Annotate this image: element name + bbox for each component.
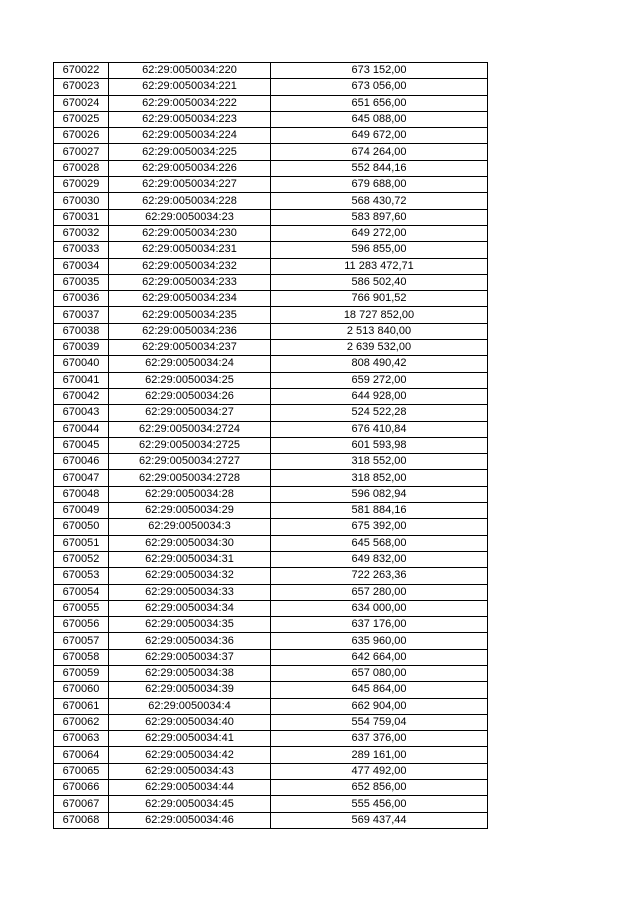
cadastral-value-cell: 583 897,60 xyxy=(271,209,488,225)
cadastral-value-cell: 679 688,00 xyxy=(271,177,488,193)
cadastral-value-cell: 477 492,00 xyxy=(271,763,488,779)
row-number-cell: 670033 xyxy=(54,242,109,258)
cadastral-number-cell: 62:29:0050034:234 xyxy=(109,291,271,307)
cadastral-value-cell: 642 664,00 xyxy=(271,649,488,665)
cadastral-number-cell: 62:29:0050034:42 xyxy=(109,747,271,763)
cadastral-number-cell: 62:29:0050034:226 xyxy=(109,160,271,176)
row-number-cell: 670044 xyxy=(54,421,109,437)
cadastral-number-cell: 62:29:0050034:236 xyxy=(109,323,271,339)
table-row xyxy=(54,225,488,241)
cadastral-value-cell: 644 928,00 xyxy=(271,388,488,404)
cadastral-value-cell: 637 376,00 xyxy=(271,731,488,747)
cadastral-number-cell: 62:29:0050034:222 xyxy=(109,95,271,111)
cadastral-value-cell: 645 864,00 xyxy=(271,682,488,698)
table-row xyxy=(54,454,488,470)
cadastral-value-cell: 289 161,00 xyxy=(271,747,488,763)
table-row xyxy=(54,307,488,323)
cadastral-number-cell: 62:29:0050034:2728 xyxy=(109,470,271,486)
row-number-cell: 670068 xyxy=(54,812,109,828)
cadastral-number-cell: 62:29:0050034:23 xyxy=(109,209,271,225)
table-row xyxy=(54,633,488,649)
row-number-cell: 670065 xyxy=(54,763,109,779)
cadastral-number-cell: 62:29:0050034:221 xyxy=(109,79,271,95)
table-row xyxy=(54,160,488,176)
cadastral-value-cell: 722 263,36 xyxy=(271,568,488,584)
row-number-cell: 670032 xyxy=(54,225,109,241)
table-row xyxy=(54,274,488,290)
cadastral-number-cell: 62:29:0050034:231 xyxy=(109,242,271,258)
row-number-cell: 670024 xyxy=(54,95,109,111)
table-row xyxy=(54,682,488,698)
cadastral-value-cell: 676 410,84 xyxy=(271,421,488,437)
table-row xyxy=(54,535,488,551)
table-row xyxy=(54,111,488,127)
cadastral-number-cell: 62:29:0050034:40 xyxy=(109,714,271,730)
cadastral-number-cell: 62:29:0050034:232 xyxy=(109,258,271,274)
row-number-cell: 670053 xyxy=(54,568,109,584)
row-number-cell: 670034 xyxy=(54,258,109,274)
row-number-cell: 670064 xyxy=(54,747,109,763)
table-row xyxy=(54,763,488,779)
cadastral-number-cell: 62:29:0050034:2725 xyxy=(109,437,271,453)
table-row xyxy=(54,780,488,796)
row-number-cell: 670049 xyxy=(54,503,109,519)
cadastral-value-cell: 766 901,52 xyxy=(271,291,488,307)
cadastral-value-cell: 652 856,00 xyxy=(271,780,488,796)
cadastral-number-cell: 62:29:0050034:220 xyxy=(109,63,271,79)
cadastral-number-cell: 62:29:0050034:32 xyxy=(109,568,271,584)
row-number-cell: 670057 xyxy=(54,633,109,649)
cadastral-number-cell: 62:29:0050034:227 xyxy=(109,177,271,193)
cadastral-value-cell: 318 852,00 xyxy=(271,470,488,486)
cadastral-value-cell: 18 727 852,00 xyxy=(271,307,488,323)
table-row xyxy=(54,405,488,421)
row-number-cell: 670023 xyxy=(54,79,109,95)
cadastral-value-cell: 645 088,00 xyxy=(271,111,488,127)
cadastral-value-cell: 524 522,28 xyxy=(271,405,488,421)
row-number-cell: 670040 xyxy=(54,356,109,372)
table-row xyxy=(54,600,488,616)
row-number-cell: 670030 xyxy=(54,193,109,209)
table-row xyxy=(54,421,488,437)
cadastral-value-table xyxy=(53,62,488,829)
table-row xyxy=(54,747,488,763)
cadastral-value-cell: 808 490,42 xyxy=(271,356,488,372)
table-row xyxy=(54,519,488,535)
cadastral-number-cell: 62:29:0050034:33 xyxy=(109,584,271,600)
cadastral-value-cell: 568 430,72 xyxy=(271,193,488,209)
table-row xyxy=(54,193,488,209)
cadastral-number-cell: 62:29:0050034:25 xyxy=(109,372,271,388)
cadastral-value-cell: 637 176,00 xyxy=(271,617,488,633)
cadastral-number-cell: 62:29:0050034:26 xyxy=(109,388,271,404)
row-number-cell: 670035 xyxy=(54,274,109,290)
cadastral-number-cell: 62:29:0050034:24 xyxy=(109,356,271,372)
cadastral-number-cell: 62:29:0050034:3 xyxy=(109,519,271,535)
cadastral-value-cell: 673 152,00 xyxy=(271,63,488,79)
cadastral-number-cell: 62:29:0050034:27 xyxy=(109,405,271,421)
table-row xyxy=(54,486,488,502)
row-number-cell: 670060 xyxy=(54,682,109,698)
row-number-cell: 670063 xyxy=(54,731,109,747)
table-row xyxy=(54,470,488,486)
cadastral-value-cell: 674 264,00 xyxy=(271,144,488,160)
row-number-cell: 670037 xyxy=(54,307,109,323)
cadastral-number-cell: 62:29:0050034:41 xyxy=(109,731,271,747)
table-row xyxy=(54,665,488,681)
row-number-cell: 670028 xyxy=(54,160,109,176)
cadastral-value-cell: 581 884,16 xyxy=(271,503,488,519)
cadastral-number-cell: 62:29:0050034:28 xyxy=(109,486,271,502)
cadastral-number-cell: 62:29:0050034:43 xyxy=(109,763,271,779)
cadastral-number-cell: 62:29:0050034:45 xyxy=(109,796,271,812)
table-row xyxy=(54,812,488,828)
row-number-cell: 670047 xyxy=(54,470,109,486)
table-row xyxy=(54,731,488,747)
row-number-cell: 670067 xyxy=(54,796,109,812)
row-number-cell: 670052 xyxy=(54,551,109,567)
cadastral-number-cell: 62:29:0050034:39 xyxy=(109,682,271,698)
row-number-cell: 670043 xyxy=(54,405,109,421)
cadastral-number-cell: 62:29:0050034:2724 xyxy=(109,421,271,437)
table-row xyxy=(54,568,488,584)
table-row xyxy=(54,128,488,144)
cadastral-number-cell: 62:29:0050034:38 xyxy=(109,665,271,681)
table-row xyxy=(54,291,488,307)
cadastral-number-cell: 62:29:0050034:2727 xyxy=(109,454,271,470)
cadastral-number-cell: 62:29:0050034:230 xyxy=(109,225,271,241)
cadastral-number-cell: 62:29:0050034:37 xyxy=(109,649,271,665)
row-number-cell: 670039 xyxy=(54,340,109,356)
row-number-cell: 670029 xyxy=(54,177,109,193)
row-number-cell: 670056 xyxy=(54,617,109,633)
cadastral-value-cell: 657 080,00 xyxy=(271,665,488,681)
cadastral-value-cell: 601 593,98 xyxy=(271,437,488,453)
cadastral-value-cell: 555 456,00 xyxy=(271,796,488,812)
cadastral-value-cell: 659 272,00 xyxy=(271,372,488,388)
cadastral-number-cell: 62:29:0050034:228 xyxy=(109,193,271,209)
row-number-cell: 670041 xyxy=(54,372,109,388)
table-row xyxy=(54,388,488,404)
cadastral-value-cell: 649 272,00 xyxy=(271,225,488,241)
table-row xyxy=(54,503,488,519)
cadastral-number-cell: 62:29:0050034:233 xyxy=(109,274,271,290)
table-row xyxy=(54,63,488,79)
cadastral-value-cell: 554 759,04 xyxy=(271,714,488,730)
cadastral-number-cell: 62:29:0050034:224 xyxy=(109,128,271,144)
table-row xyxy=(54,437,488,453)
table-row xyxy=(54,796,488,812)
table-row xyxy=(54,649,488,665)
cadastral-value-cell: 675 392,00 xyxy=(271,519,488,535)
row-number-cell: 670055 xyxy=(54,600,109,616)
row-number-cell: 670062 xyxy=(54,714,109,730)
row-number-cell: 670031 xyxy=(54,209,109,225)
row-number-cell: 670045 xyxy=(54,437,109,453)
table-body xyxy=(54,63,488,829)
cadastral-value-cell: 635 960,00 xyxy=(271,633,488,649)
row-number-cell: 670036 xyxy=(54,291,109,307)
cadastral-value-cell: 2 513 840,00 xyxy=(271,323,488,339)
table-row xyxy=(54,144,488,160)
table-row xyxy=(54,79,488,95)
cadastral-number-cell: 62:29:0050034:4 xyxy=(109,698,271,714)
cadastral-number-cell: 62:29:0050034:36 xyxy=(109,633,271,649)
row-number-cell: 670022 xyxy=(54,63,109,79)
table-row xyxy=(54,95,488,111)
row-number-cell: 670027 xyxy=(54,144,109,160)
table-row xyxy=(54,177,488,193)
cadastral-number-cell: 62:29:0050034:44 xyxy=(109,780,271,796)
table-row xyxy=(54,258,488,274)
row-number-cell: 670046 xyxy=(54,454,109,470)
cadastral-number-cell: 62:29:0050034:35 xyxy=(109,617,271,633)
cadastral-number-cell: 62:29:0050034:225 xyxy=(109,144,271,160)
row-number-cell: 670054 xyxy=(54,584,109,600)
row-number-cell: 670061 xyxy=(54,698,109,714)
row-number-cell: 670038 xyxy=(54,323,109,339)
cadastral-value-cell: 649 832,00 xyxy=(271,551,488,567)
table-row xyxy=(54,551,488,567)
cadastral-value-cell: 651 656,00 xyxy=(271,95,488,111)
cadastral-value-cell: 645 568,00 xyxy=(271,535,488,551)
cadastral-number-cell: 62:29:0050034:223 xyxy=(109,111,271,127)
cadastral-number-cell: 62:29:0050034:31 xyxy=(109,551,271,567)
table-row xyxy=(54,323,488,339)
cadastral-number-cell: 62:29:0050034:237 xyxy=(109,340,271,356)
cadastral-value-cell: 318 552,00 xyxy=(271,454,488,470)
cadastral-value-cell: 586 502,40 xyxy=(271,274,488,290)
row-number-cell: 670051 xyxy=(54,535,109,551)
row-number-cell: 670059 xyxy=(54,665,109,681)
cadastral-number-cell: 62:29:0050034:235 xyxy=(109,307,271,323)
cadastral-number-cell: 62:29:0050034:30 xyxy=(109,535,271,551)
cadastral-value-cell: 596 855,00 xyxy=(271,242,488,258)
cadastral-value-cell: 649 672,00 xyxy=(271,128,488,144)
row-number-cell: 670042 xyxy=(54,388,109,404)
cadastral-value-cell: 662 904,00 xyxy=(271,698,488,714)
cadastral-value-cell: 552 844,16 xyxy=(271,160,488,176)
cadastral-value-cell: 634 000,00 xyxy=(271,600,488,616)
cadastral-number-cell: 62:29:0050034:46 xyxy=(109,812,271,828)
table-row xyxy=(54,698,488,714)
row-number-cell: 670026 xyxy=(54,128,109,144)
cadastral-value-cell: 596 082,94 xyxy=(271,486,488,502)
cadastral-number-cell: 62:29:0050034:34 xyxy=(109,600,271,616)
row-number-cell: 670050 xyxy=(54,519,109,535)
row-number-cell: 670058 xyxy=(54,649,109,665)
table-row xyxy=(54,372,488,388)
cadastral-number-cell: 62:29:0050034:29 xyxy=(109,503,271,519)
table-row xyxy=(54,209,488,225)
table-row xyxy=(54,340,488,356)
cadastral-value-cell: 569 437,44 xyxy=(271,812,488,828)
table-row xyxy=(54,242,488,258)
cadastral-value-cell: 657 280,00 xyxy=(271,584,488,600)
row-number-cell: 670066 xyxy=(54,780,109,796)
cadastral-value-cell: 11 283 472,71 xyxy=(271,258,488,274)
table-row xyxy=(54,714,488,730)
row-number-cell: 670025 xyxy=(54,111,109,127)
table-row xyxy=(54,617,488,633)
row-number-cell: 670048 xyxy=(54,486,109,502)
table-row xyxy=(54,584,488,600)
cadastral-value-cell: 673 056,00 xyxy=(271,79,488,95)
cadastral-value-cell: 2 639 532,00 xyxy=(271,340,488,356)
table-row xyxy=(54,356,488,372)
